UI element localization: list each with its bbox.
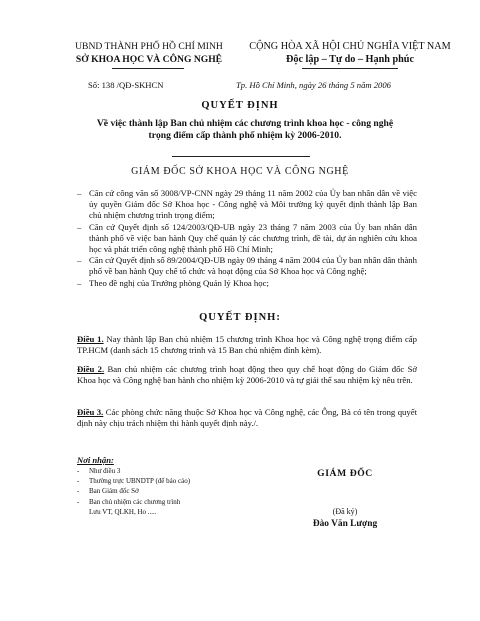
reference-number: Số: 138 /QĐ-SKHCN (88, 80, 164, 90)
director-heading: GIÁM ĐỐC SỞ KHOA HỌC VÀ CÔNG NGHỆ (131, 166, 349, 177)
subject-line-1: Về việc thành lập Ban chủ nhiệm các chương trình khoa học - công nghệ (96, 118, 394, 129)
legal-basis-item: – Căn cứ công văn số 3008/VP-CNN ngày 29 tháng 11 năm 2002 của Ủy ban nhân dân về việc ủy quyền Giám đốc Sở Khoa học - Công nghệ và Môi trường ký quyết định thành lập Ban chủ nhiệm chương trình trọng điểm; (77, 188, 417, 222)
decides-heading: QUYẾT ĐỊNH: (199, 312, 281, 323)
nation-name: CỘNG HÒA XÃ HỘI CHỦ NGHĨA VIỆT NAM (249, 41, 451, 52)
national-motto: Độc lập – Tự do – Hạnh phúc (286, 54, 414, 65)
document-subject (70, 118, 420, 142)
signature-title: GIÁM ĐỐC (317, 468, 373, 479)
recipient-item: Lưu VT, QLKH, Ho ..... (89, 507, 157, 516)
legal-basis-item: – Theo đề nghị của Trưởng phòng Quản lý Khoa học; (77, 278, 417, 289)
legal-bases-list (77, 188, 417, 289)
national-header (240, 40, 460, 66)
article-2-label: Điều 2. (77, 364, 105, 374)
place-and-date: Tp. Hồ Chí Minh, ngày 26 tháng 5 năm 2006 (236, 80, 391, 90)
recipient-item: - Như điều 3 (77, 466, 190, 476)
article-3-text: Các phòng chức năng thuộc Sở Khoa học và Công nghệ, các Ông, Bà có tên trong quyết định này chịu trách nhiệm thi hành quyết định này./. (77, 407, 417, 429)
article-1-text: Nay thành lập Ban chủ nhiệm 15 chương trình Khoa học và Công nghệ trọng điểm cấp TP.HCM (danh sách 15 chương trình và 15 Ban chủ nhiệm đính kèm). (77, 334, 417, 356)
recipients-title: Nơi nhận: (77, 455, 114, 465)
signer-name: Đào Văn Lượng (312, 519, 378, 529)
motto-underline (302, 68, 398, 69)
agency-name-line1: UBND THÀNH PHỐ HỒ CHÍ MINH (75, 41, 223, 52)
signed-note: (Đã ký) (332, 507, 358, 516)
article-3-label: Điều 3. (77, 407, 104, 417)
article-2-text: Ban chủ nhiệm các chương trình hoạt động theo quy chế hoạt động do Giám đốc Sở Khoa học và Công nghệ ban hành cho nhiệm kỳ 2006-2010 và tự giải thể sau nhiệm kỳ nêu trên. (77, 364, 417, 386)
article-1-label: Điều 1. (77, 334, 104, 344)
article-3 (77, 407, 417, 430)
document-title: QUYẾT ĐỊNH (201, 100, 279, 111)
article-1 (77, 334, 417, 357)
agency-underline (112, 68, 184, 69)
legal-basis-item: – Căn cứ Quyết định số 89/2004/QĐ-UB ngày 09 tháng 4 năm 2004 của Ủy ban nhân dân thành phố về ban hành Quy chế tổ chức và hoạt động của Sở Khoa học và Công nghệ; (77, 255, 417, 277)
recipients-list (77, 466, 190, 517)
subject-underline (172, 156, 310, 157)
issuing-agency (54, 40, 244, 66)
recipient-item: - Thường trực UBNDTP (để báo cáo) (77, 476, 190, 486)
legal-basis-item: – Căn cứ Quyết định số 124/2003/QĐ-UB ngày 23 tháng 7 năm 2003 của Ủy ban nhân dân thành phố về việc ban hành Quy chế quản lý các chương trình, đề tài, dự án nghiên cứu khoa học và phát triển công nghệ thành phố Hồ Chí Minh; (77, 222, 417, 256)
article-2 (77, 364, 417, 387)
agency-name-line2: SỞ KHOA HỌC VÀ CÔNG NGHỆ (75, 54, 223, 65)
recipient-item: - Ban Giám đốc Sở (77, 486, 190, 496)
subject-line-2: trọng điểm cấp thành phố nhiệm kỳ 2006-2010. (148, 130, 342, 141)
recipient-item: - Ban chủ nhiệm các chương trình (77, 497, 190, 507)
